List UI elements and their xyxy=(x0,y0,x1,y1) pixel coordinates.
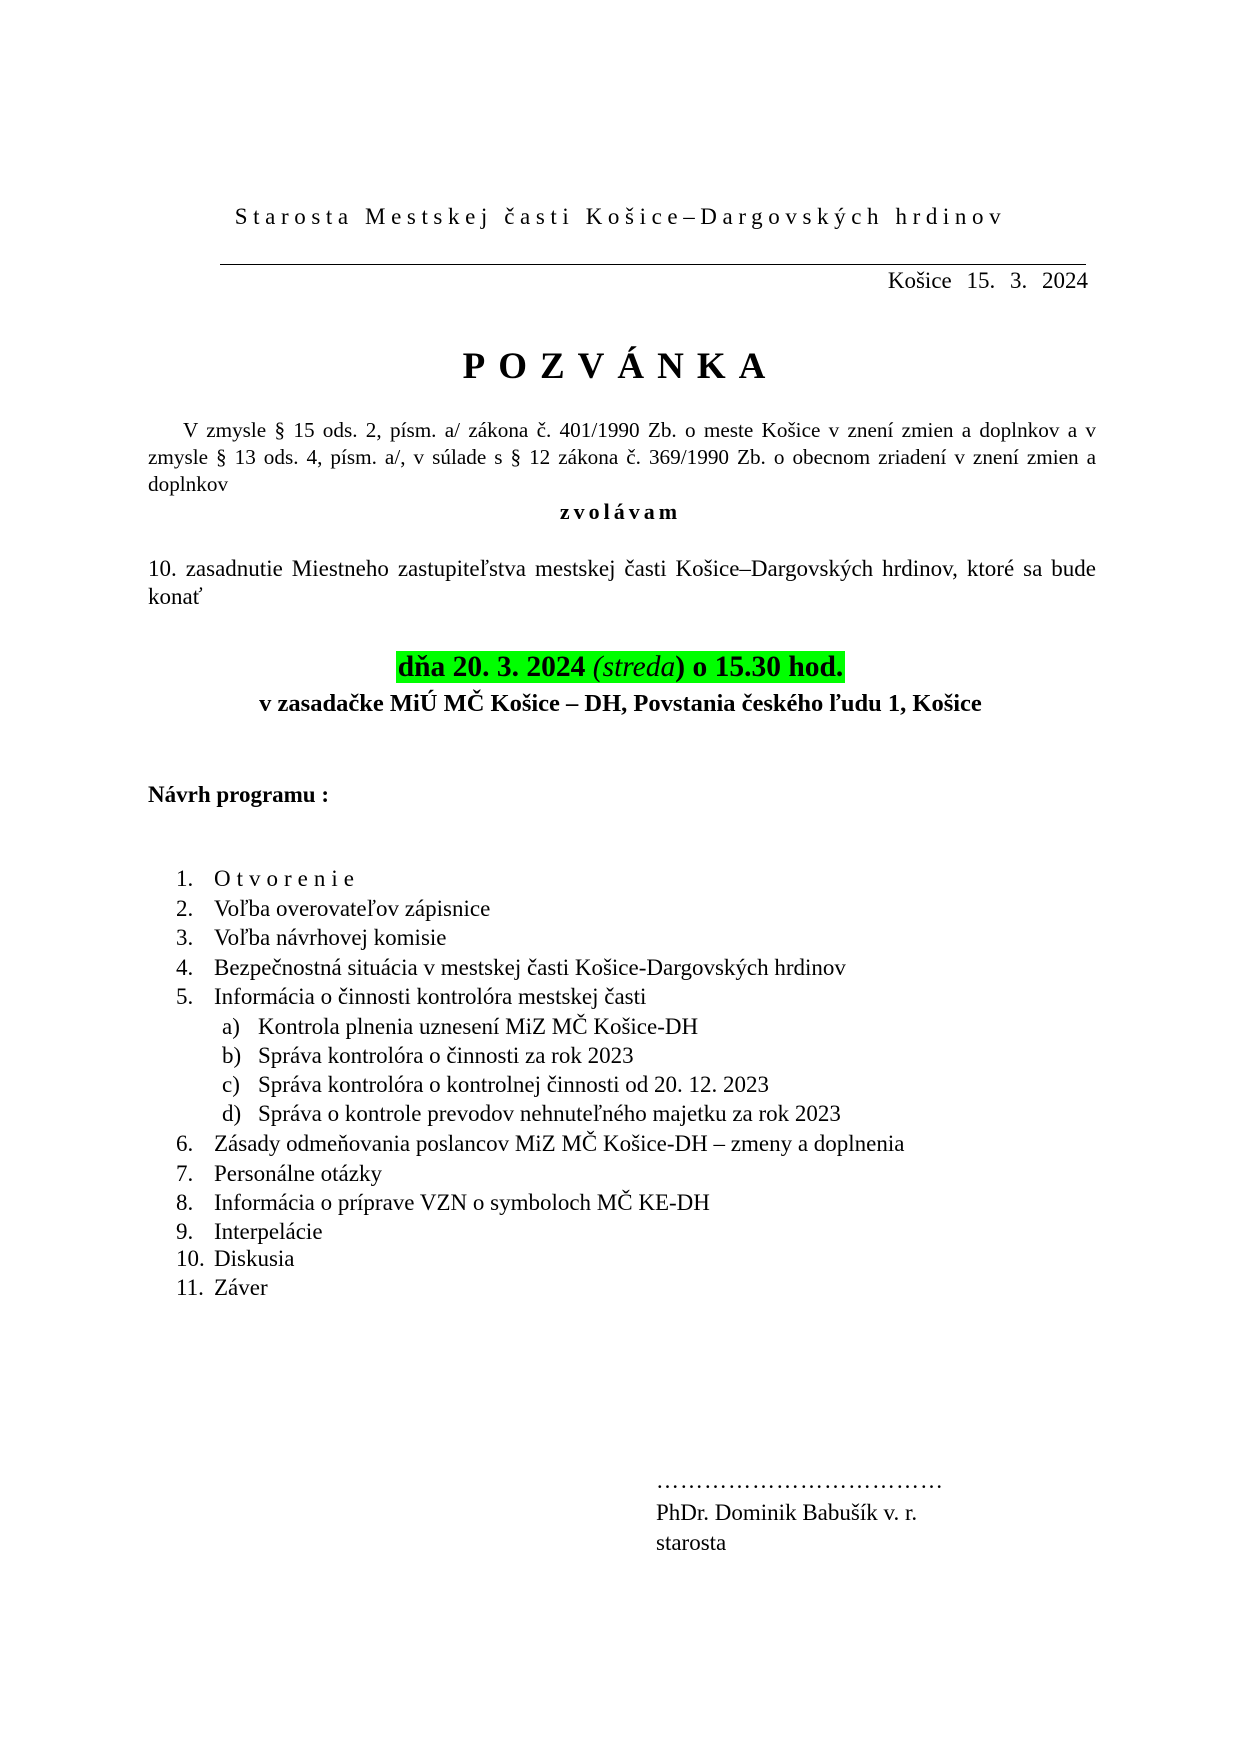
agenda-item-text: Diskusia xyxy=(214,1246,295,1271)
agenda-item xyxy=(0,984,1241,1014)
agenda-item-number: 5. xyxy=(176,984,194,1009)
agenda-item-text: Záver xyxy=(214,1275,268,1300)
agenda-item xyxy=(0,1219,1241,1249)
agenda-item-number: 10. xyxy=(176,1246,205,1271)
agenda-item-number: b) xyxy=(222,1043,242,1068)
agenda-item-number: 3. xyxy=(176,925,194,950)
legal-preamble: V zmysle § 15 ods. 2, písm. a/ zákona č. 401/1990 Zb. o meste Košice v znení zmien a doplnkov a v zmysle § 13 ods. 4, písm. a/, v súlade s § 12 zákona č. 369/1990 Zb. o obecnom zriadení v znení zmien a doplnkov xyxy=(148,418,1096,496)
agenda-item xyxy=(0,955,1241,985)
agenda-subitem xyxy=(0,1043,1241,1073)
agenda-item-number: 6. xyxy=(176,1131,194,1156)
signer-name: PhDr. Dominik Babušík v. r. xyxy=(656,1500,918,1525)
agenda-item-text: Voľba návrhovej komisie xyxy=(214,925,447,950)
meeting-datetime xyxy=(0,651,1241,684)
agenda-item-text: Správa kontrolóra o kontrolnej činnosti od 20. 12. 2023 xyxy=(258,1072,770,1097)
agenda-subitem xyxy=(0,1014,1241,1044)
convene-verb: zvolávam xyxy=(559,499,682,524)
agenda-item xyxy=(0,1131,1241,1161)
document-title: POZVÁNKA xyxy=(462,346,779,387)
agenda-item xyxy=(0,1275,1241,1305)
agenda-subitem xyxy=(0,1101,1241,1131)
agenda-item-number: 1. xyxy=(176,866,194,891)
agenda-item-text: Správa o kontrole prevodov nehnuteľného majetku za rok 2023 xyxy=(258,1101,841,1126)
agenda-subitem xyxy=(0,1072,1241,1102)
agenda-item-text: Informácia o činnosti kontrolóra mestskej časti xyxy=(214,984,647,1009)
agenda-item-number: d) xyxy=(222,1101,242,1126)
meeting-weekday: (streda xyxy=(592,651,676,683)
meeting-venue: v zasadačke MiÚ MČ Košice – DH, Povstania českého ľudu 1, Košice xyxy=(259,690,982,717)
session-description: 10. zasadnutie Miestneho zastupiteľstva mestskej časti Košice–Dargovských hrdinov, ktoré sa bude konať xyxy=(148,556,1096,609)
agenda-item-number: 8. xyxy=(176,1190,194,1215)
agenda-item xyxy=(0,1190,1241,1220)
agenda-item-text: Bezpečnostná situácia v mestskej časti Košice-Dargovských hrdinov xyxy=(214,954,846,980)
agenda-item-number: a) xyxy=(222,1014,240,1039)
agenda-item xyxy=(0,1161,1241,1191)
agenda-item-number: 7. xyxy=(176,1161,194,1186)
agenda-item xyxy=(0,925,1241,955)
place-date: Košice 15. 3. 2024 xyxy=(887,268,1088,293)
program-heading: Návrh programu : xyxy=(148,782,330,807)
agenda-item-number: 2. xyxy=(176,895,194,921)
agenda-item xyxy=(0,896,1241,926)
header-rule xyxy=(220,264,1086,265)
signature-line: ……………………………… xyxy=(656,1468,944,1493)
agenda-item-text: Personálne otázky xyxy=(214,1161,382,1186)
meeting-datetime-highlight xyxy=(396,651,846,683)
agenda-item-text: Interpelácie xyxy=(214,1219,323,1244)
agenda-item-number: 9. xyxy=(176,1219,194,1244)
agenda-item-text: Správa kontrolóra o činnosti za rok 2023 xyxy=(258,1043,634,1068)
agenda-item-text: Voľba overovateľov zápisnice xyxy=(214,895,491,921)
agenda-item xyxy=(0,1246,1241,1276)
issuer-header: Starosta Mestskej časti Košice–Dargovských hrdinov xyxy=(234,204,1007,229)
agenda-item-number: 4. xyxy=(176,954,194,980)
meeting-date: dňa 20. 3. 2024 xyxy=(397,651,593,683)
agenda-item-text: Kontrola plnenia uznesení MiZ MČ Košice-DH xyxy=(258,1014,699,1039)
signer-role: starosta xyxy=(656,1530,727,1555)
agenda-item-number: c) xyxy=(222,1072,240,1097)
agenda-item-text: Zásady odmeňovania poslancov MiZ MČ Košice-DH – zmeny a doplnenia xyxy=(214,1131,905,1156)
agenda-item-text: Informácia o príprave VZN o symboloch MČ KE-DH xyxy=(214,1190,710,1215)
meeting-time: ) o 15.30 hod. xyxy=(675,651,844,683)
agenda-item-text: Otvorenie xyxy=(214,866,360,891)
agenda-item-number: 11. xyxy=(176,1275,204,1300)
agenda-item xyxy=(0,866,1241,896)
